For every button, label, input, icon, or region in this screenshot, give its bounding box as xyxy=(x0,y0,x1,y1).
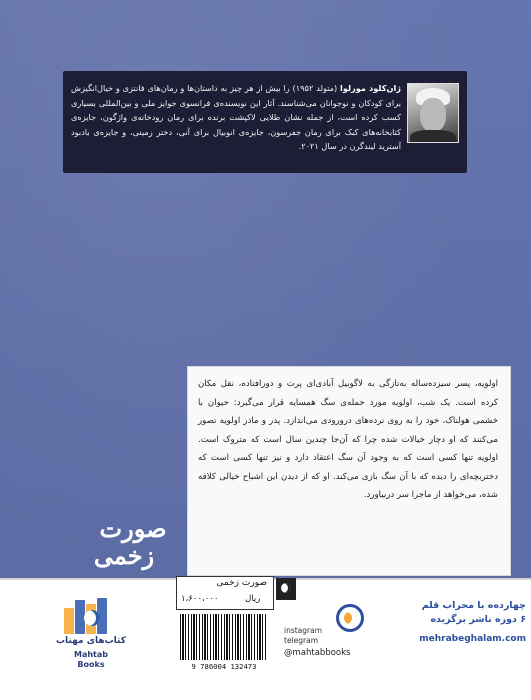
books-icon xyxy=(64,594,116,634)
publisher-slogan-1: چهارده‌ه با محراب قلم xyxy=(421,600,526,611)
synopsis-line: اولویه، پسر سیزده‌ساله به‌تازگی به لاگوبیل آبادی‌ای پرت xyxy=(286,379,499,389)
author-bio-box xyxy=(63,71,467,173)
publisher-name-en-1: Mahtab xyxy=(73,650,108,659)
crescent-moon-icon xyxy=(84,610,100,626)
price-book-title: صورت زخمی xyxy=(216,578,267,588)
mehrab-ghalam-logo xyxy=(330,600,526,676)
small-moon-logo-icon xyxy=(276,578,296,600)
instagram-label: instagram xyxy=(284,626,323,635)
mahtab-books-logo xyxy=(56,588,126,678)
author-bio-line: بسیاری کسب کرده است، از جمله نشان طلایی لاکپشت برنده برای رمان رودخانه‌ی xyxy=(71,97,402,122)
synopsis-line: شده، می‌خواهد از ماجرا سر دربیاورد. xyxy=(363,490,498,500)
price-value: ۱،۶۰۰،۰۰۰ xyxy=(181,594,219,604)
isbn-barcode xyxy=(176,612,272,674)
title-word-2: زخمی xyxy=(93,541,155,570)
synopsis-text xyxy=(198,375,498,505)
social-handle: @mahtabbooks xyxy=(284,648,351,658)
moon-icon xyxy=(344,612,356,624)
barcode-number: 9 786004 132473 xyxy=(191,662,257,671)
publisher-name-en-2: Books xyxy=(77,660,105,669)
author-bio-line: واژگون، جایزه‌ی کتابخانه‌های کبک برای رمان جفرسون، جایزه‌ی انوبیال برای آنی، xyxy=(71,112,401,137)
synopsis-line: تصور می‌کنند که او دچار خیالات شده چرا که آن‌جا چندین سال xyxy=(198,416,498,445)
synopsis-line: خود را به روی نرده‌های درورودی می‌اندازد. پدر و مادر اولویه xyxy=(219,416,440,426)
telegram-label: telegram xyxy=(284,635,318,645)
synopsis-line: حمله‌ی سگ همسایه قرار می‌گیرد: حیوان با خشمی هولناک، xyxy=(198,397,499,426)
author-bio-line: (متولد ۱۹۵۲) را بیش از هر چیز به داستان‌ها و رمان‌های فانتزی و خیال‌انگیزش برای xyxy=(71,83,401,108)
title-word-1: صورت xyxy=(99,514,167,543)
synopsis-line: است که متروک است. اولویه تنها کسی است که به وجود آن xyxy=(198,434,498,463)
synopsis-line: که با آن سگ بازی می‌کند. او که از دیدن این اشباح خیالی کلافه xyxy=(198,471,429,482)
author-photo xyxy=(407,83,459,143)
publisher-name-en xyxy=(56,650,126,670)
author-bio-line: کودکان و نوجوانان می‌شناسند. آثار این نویسنده‌ی فرانسوی جوایز ملی و بین‌المللی xyxy=(98,97,383,108)
author-bio-line: دختر زمینی، و جایزه‌ی یادبود آسترید لیندگرن در سال ۲۰۲۱. xyxy=(71,126,401,151)
author-bio-text xyxy=(71,81,401,154)
author-face xyxy=(420,98,446,132)
synopsis-box xyxy=(187,366,511,576)
barcode-bars xyxy=(180,614,268,660)
mehrab-ring-icon xyxy=(336,604,364,632)
publisher-name-fa: کتاب‌های مهتاب xyxy=(56,636,126,646)
price-row xyxy=(181,594,260,604)
price-currency: ریال xyxy=(245,594,261,604)
publisher-slogan-2: ۶ دوره ناشر برگزیده xyxy=(430,614,526,625)
synopsis-line: سگ اعتقاد دارد و نیز تنها کسی است که دختربچه‌ای را دیده xyxy=(198,453,498,482)
book-spine xyxy=(64,608,74,634)
moon-icon xyxy=(281,583,291,593)
price-label xyxy=(176,576,274,610)
book-title-calligraphy xyxy=(86,515,180,577)
publisher-website: mehrabeghalam.com xyxy=(419,634,526,644)
synopsis-line: و دورافتاده، نقل مکان کرده است. یک شب، اولویه مورد xyxy=(198,379,498,408)
author-shirt xyxy=(410,130,456,143)
author-name: ژان‌کلود مورلوا xyxy=(340,83,401,93)
